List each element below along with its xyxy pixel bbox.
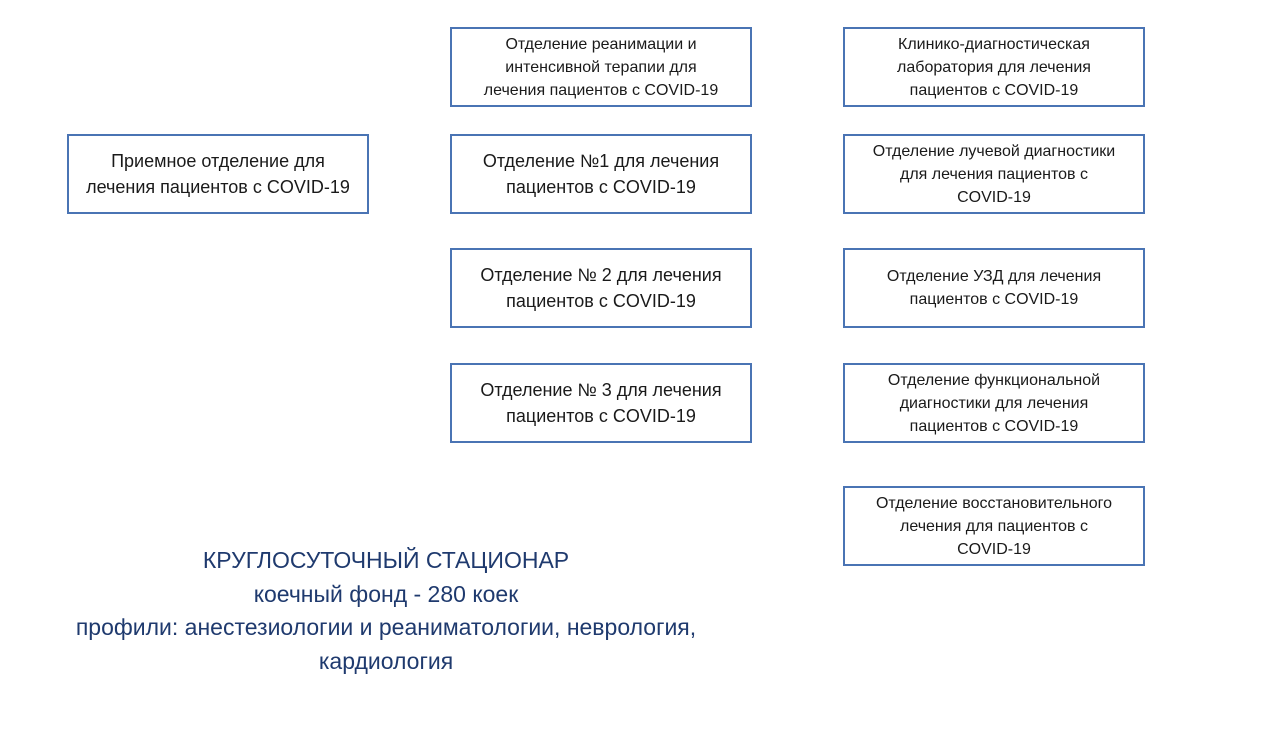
admission-department-label: Приемное отделение для лечения пациентов с COVID-19 [86,151,350,197]
ultrasound-department-box [843,248,1145,328]
clinical-lab-label: Клинико-диагностическая лаборатория для лечения пациентов с COVID-19 [897,35,1091,99]
caption-title: КРУГЛОСУТОЧНЫЙ СТАЦИОНАР [202,547,570,573]
rehabilitation-department-box [843,486,1145,566]
department-1-box [450,134,752,214]
department-2-label: Отделение № 2 для лечения пациентов с COVID-19 [480,265,722,311]
icu-department-label: Отделение реанимации и интенсивной терапии для лечения пациентов с COVID-19 [483,35,719,99]
department-2-box [450,248,752,328]
radiology-department-box [843,134,1145,214]
ultrasound-department-label: Отделение УЗД для лечения пациентов с COVID-19 [886,268,1102,308]
admission-department-box [67,134,369,214]
department-3-label: Отделение № 3 для лечения пациентов с COVID-19 [480,380,722,426]
functional-diagnostics-label: Отделение функциональной диагностики для лечения пациентов с COVID-19 [887,371,1101,435]
department-1-label: Отделение №1 для лечения пациентов с COVID-19 [482,151,720,197]
clinical-lab-box [843,27,1145,107]
functional-diagnostics-box [843,363,1145,443]
radiology-department-label: Отделение лучевой диагностики для лечения пациентов с COVID-19 [872,142,1116,206]
caption-profiles: профили: анестезиологии и реаниматологии, неврология, [75,614,697,640]
caption-profiles-continued: кардиология [318,647,454,674]
hospital-caption [30,544,742,678]
caption-bed-capacity: коечный фонд - 280 коек [253,580,519,607]
department-3-box [450,363,752,443]
icu-department-box [450,27,752,107]
rehabilitation-department-label: Отделение восстановительного лечения для пациентов с COVID-19 [875,494,1113,558]
